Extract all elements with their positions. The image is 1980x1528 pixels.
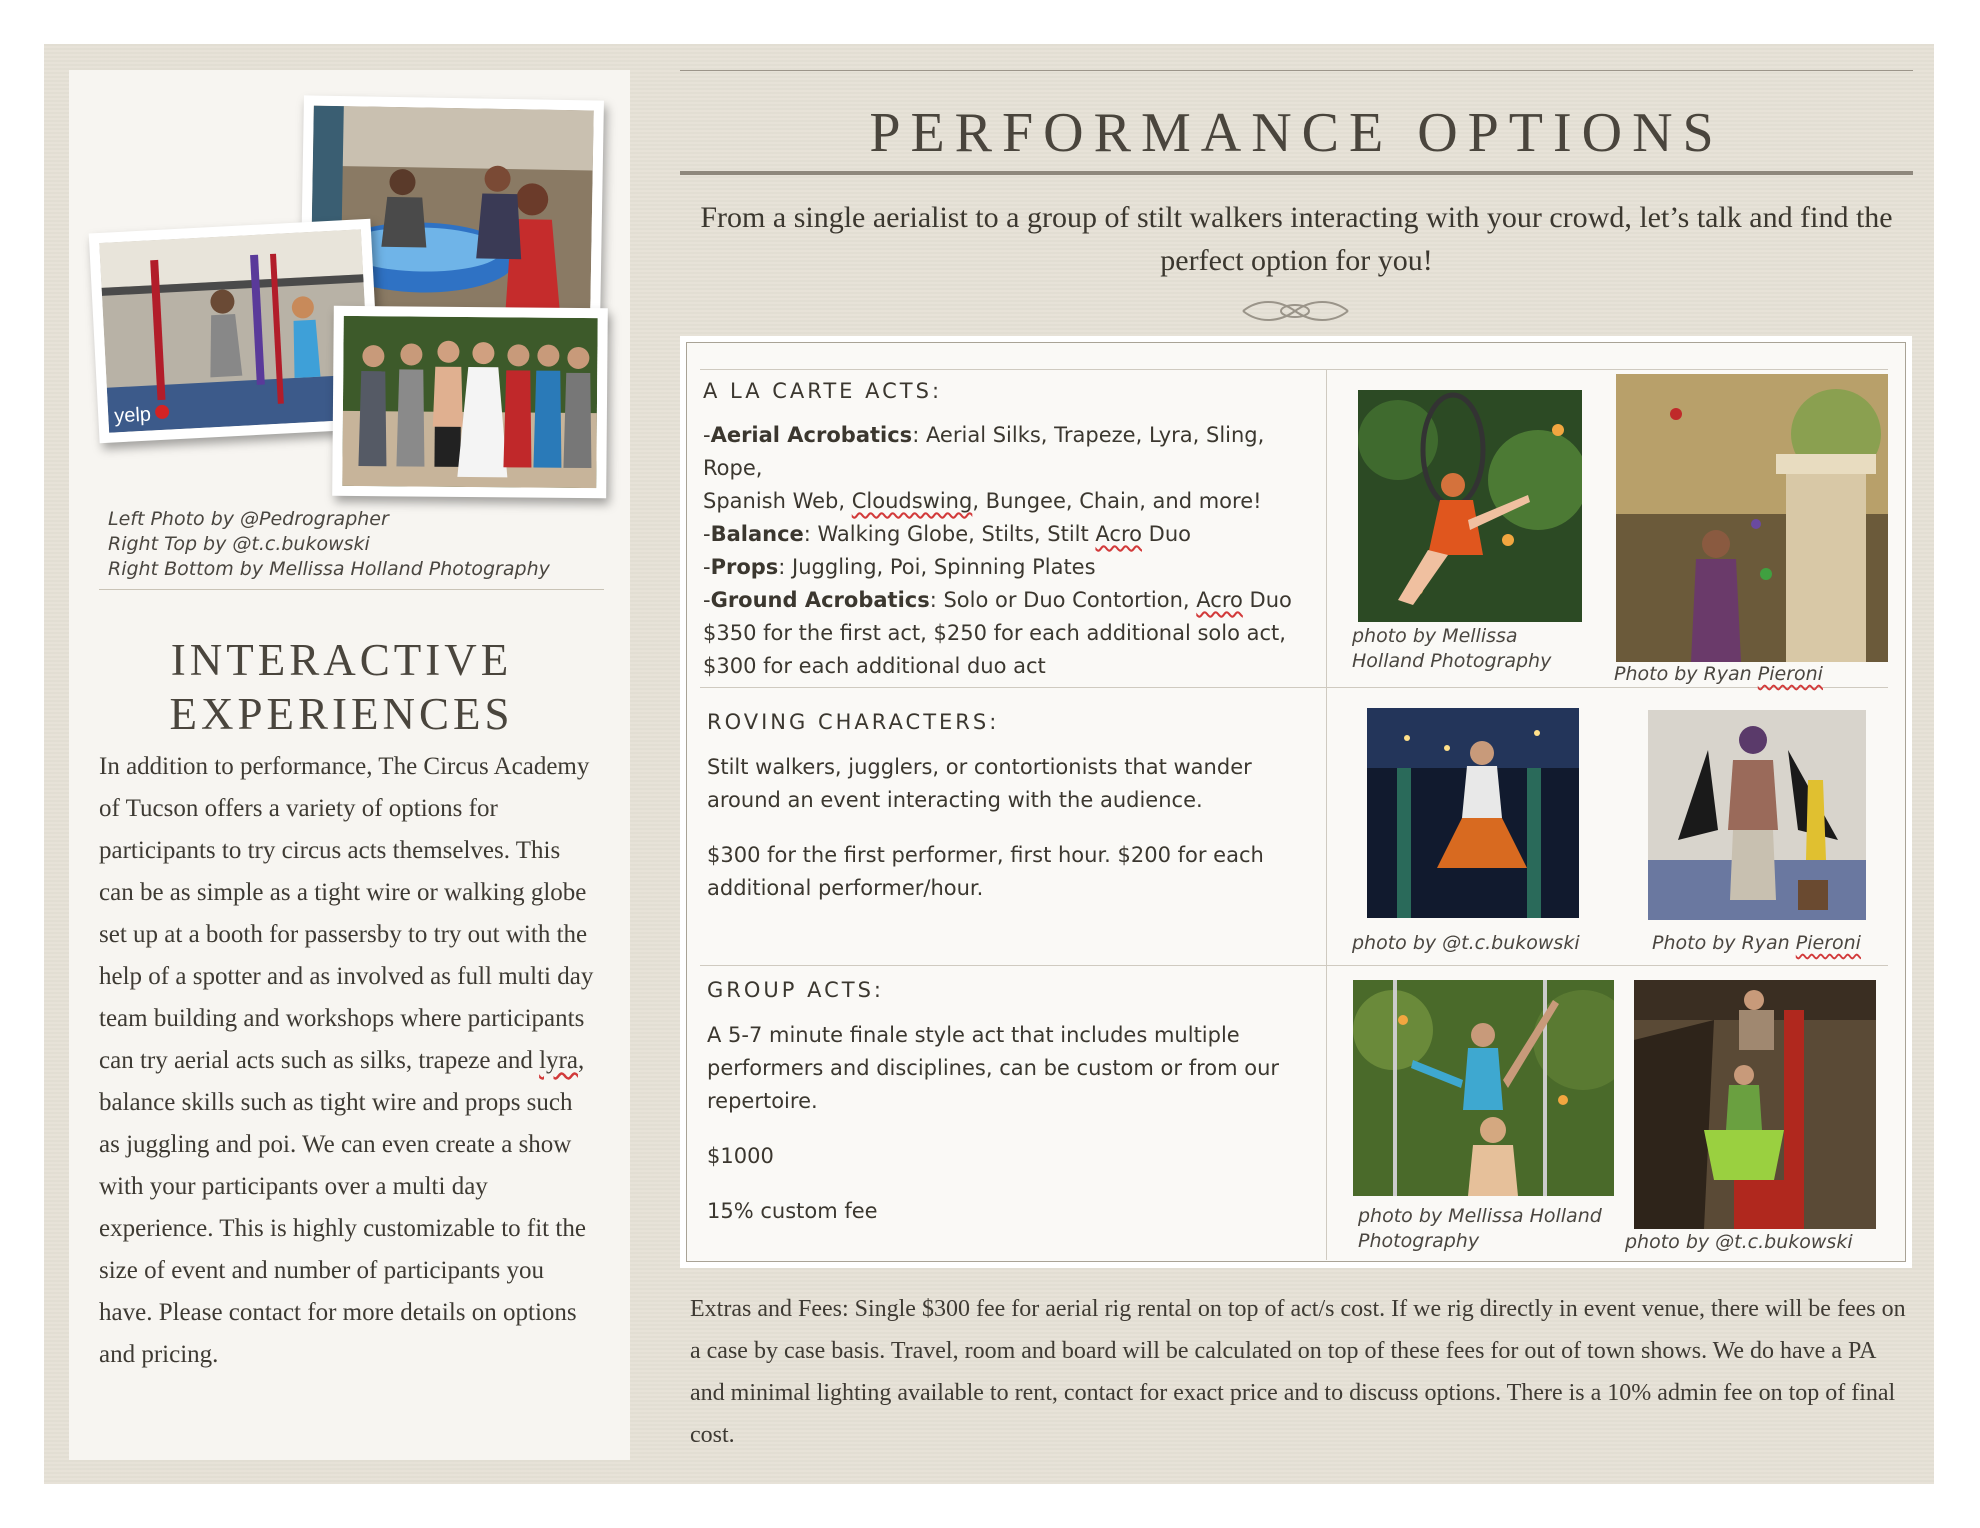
top-rule (680, 70, 1913, 71)
alacarte-line-aerial: -Aerial Acrobatics: Aerial Silks, Trapeze, Lyra, Sling, Rope, (703, 423, 1265, 480)
photo-group-pyramid (1634, 980, 1876, 1229)
alacarte-title: A LA CARTE ACTS: (703, 379, 943, 403)
title-rule (680, 171, 1913, 175)
roving-price: $300 for the first performer, first hour. $200 for each additional performer/hour. (707, 843, 1264, 900)
acro-word: Acro (1095, 522, 1142, 546)
caption-name: Pieroni (1795, 932, 1861, 954)
alacarte-body (703, 419, 1323, 683)
acro-word-2: Acro (1196, 588, 1243, 612)
group-price: $1000 (707, 1144, 774, 1168)
row-divider-top (700, 369, 1888, 370)
photo-credits (108, 507, 628, 582)
roving-caption-2 (1652, 931, 1861, 956)
group-description: A 5-7 minute finale style act that includes multiple performers and disciplines, can be custom or from our repertoire. (707, 1023, 1280, 1113)
interactive-experiences-heading (99, 633, 584, 741)
heading-line-2: EXPERIENCES (169, 689, 514, 739)
roving-caption-1: photo by @t.c.bukowski (1352, 932, 1580, 954)
props-label: Props (710, 555, 779, 579)
balance-label: Balance (710, 522, 804, 546)
photo-acro-duo (1353, 980, 1614, 1196)
page-title: PERFORMANCE OPTIONS (869, 102, 1724, 164)
credit-right-bottom: Right Bottom by Mellissa Holland Photography (108, 558, 550, 580)
group-caption-2: photo by @t.c.bukowski (1625, 1231, 1853, 1253)
roving-description: Stilt walkers, jugglers, or contortionists that wander around an event interacting with the audience. (707, 755, 1252, 812)
body-text-misspelled: lyra (539, 1047, 578, 1074)
photo-costumed-character (1648, 710, 1866, 920)
photo-stage-performer (1367, 708, 1579, 918)
alacarte-price-1: $350 for the first act, $250 for each additional solo act, (703, 621, 1286, 645)
aerial-list-cont: Spanish Web, (703, 489, 852, 513)
alacarte-line-props: -Props: Juggling, Poi, Spinning Plates (703, 555, 1096, 579)
credit-left: Left Photo by @Pedrographer (108, 508, 389, 530)
alacarte-caption-1: photo by Mellissa Holland Photography (1352, 625, 1552, 672)
photo-lyra-aerialist (1358, 390, 1582, 622)
column-divider (1326, 369, 1327, 1260)
body-text: In addition to performance, The Circus Academy of Tucson offers a variety of options for participants to try circus acts themselves. This can be as simple as a tight wire or walking globe set up at a booth for passersby to try out with the help of a spotter and as involved as full multi day team building and workshops where participants can try aerial acts such as silks, trapeze and (99, 753, 594, 1074)
ground-acrobatics-label: Ground Acrobatics (710, 588, 930, 612)
cloudswing-word: Cloudswing (851, 489, 973, 513)
roving-body (707, 751, 1287, 905)
alacarte-line-aerial-cont (703, 485, 1323, 518)
flourish-ornament (1238, 294, 1353, 328)
body-text-continued: , balance skills such as tight wire and props such as juggling and poi. We can even create a show with your participants over a multi day experience. This is highly customizable to fit the size of event and number of participants you have. Please contact for more details on options and pricing. (99, 1047, 586, 1368)
group-caption-1: photo by Mellissa Holland Photography (1358, 1205, 1602, 1252)
yelp-watermark: yelp (113, 403, 152, 428)
props-list: : Juggling, Poi, Spinning Plates (778, 555, 1096, 579)
alacarte-line-ground: -Ground Acrobatics: Solo or Duo Contortion, Acro Duo (703, 588, 1292, 612)
row-divider-2 (700, 965, 1888, 966)
photo-juggler (1616, 374, 1888, 662)
balance-list-end: Duo (1142, 522, 1192, 546)
group-title: GROUP ACTS: (707, 978, 884, 1002)
caption-text: Photo by Ryan (1652, 932, 1796, 954)
caption-name: Pieroni (1757, 663, 1823, 685)
row-divider-1 (700, 687, 1888, 688)
alacarte-price-2: $300 for each additional duo act (703, 654, 1046, 678)
aerial-list-end: , Bungee, Chain, and more! (972, 489, 1262, 513)
ground-list-end: Duo (1242, 588, 1292, 612)
ground-list: : Solo or Duo Contortion, (929, 588, 1197, 612)
heading-line-1: INTERACTIVE (170, 635, 513, 685)
credit-right-top: Right Top by @t.c.bukowski (108, 533, 370, 555)
intro-text: From a single aerialist to a group of stilt walkers interacting with your crowd, let’s talk and find the perfect option for you! (700, 201, 1893, 277)
alacarte-line-balance: -Balance: Walking Globe, Stilts, Stilt Acro Duo (703, 522, 1192, 546)
alacarte-caption-2 (1614, 662, 1823, 687)
roving-title: ROVING CHARACTERS: (707, 710, 1000, 734)
aerial-acrobatics-label: Aerial Acrobatics (710, 423, 913, 447)
caption-text: Photo by Ryan (1614, 663, 1758, 685)
left-divider (99, 589, 604, 590)
interactive-experiences-body (99, 746, 599, 1376)
balance-list: : Walking Globe, Stilts, Stilt (803, 522, 1096, 546)
photo-group-performers (332, 306, 608, 498)
group-custom-fee: 15% custom fee (707, 1199, 878, 1223)
group-body (707, 1019, 1287, 1228)
aerial-acrobatics-list: : Aerial Silks, Trapeze, Lyra, Sling, Rope, (703, 423, 1265, 480)
extras-and-fees: Extras and Fees: Single $300 fee for aerial rig rental on top of act/s cost. If we rig directly in event venue, there will be fees on a case by case basis. Travel, room and board will be calculated on top of these fees for out of town shows. We do have a PA and minimal lighting available to rent, contact for exact price and to discuss options. There is a 10% admin fee on top of final cost. (690, 1296, 1906, 1448)
